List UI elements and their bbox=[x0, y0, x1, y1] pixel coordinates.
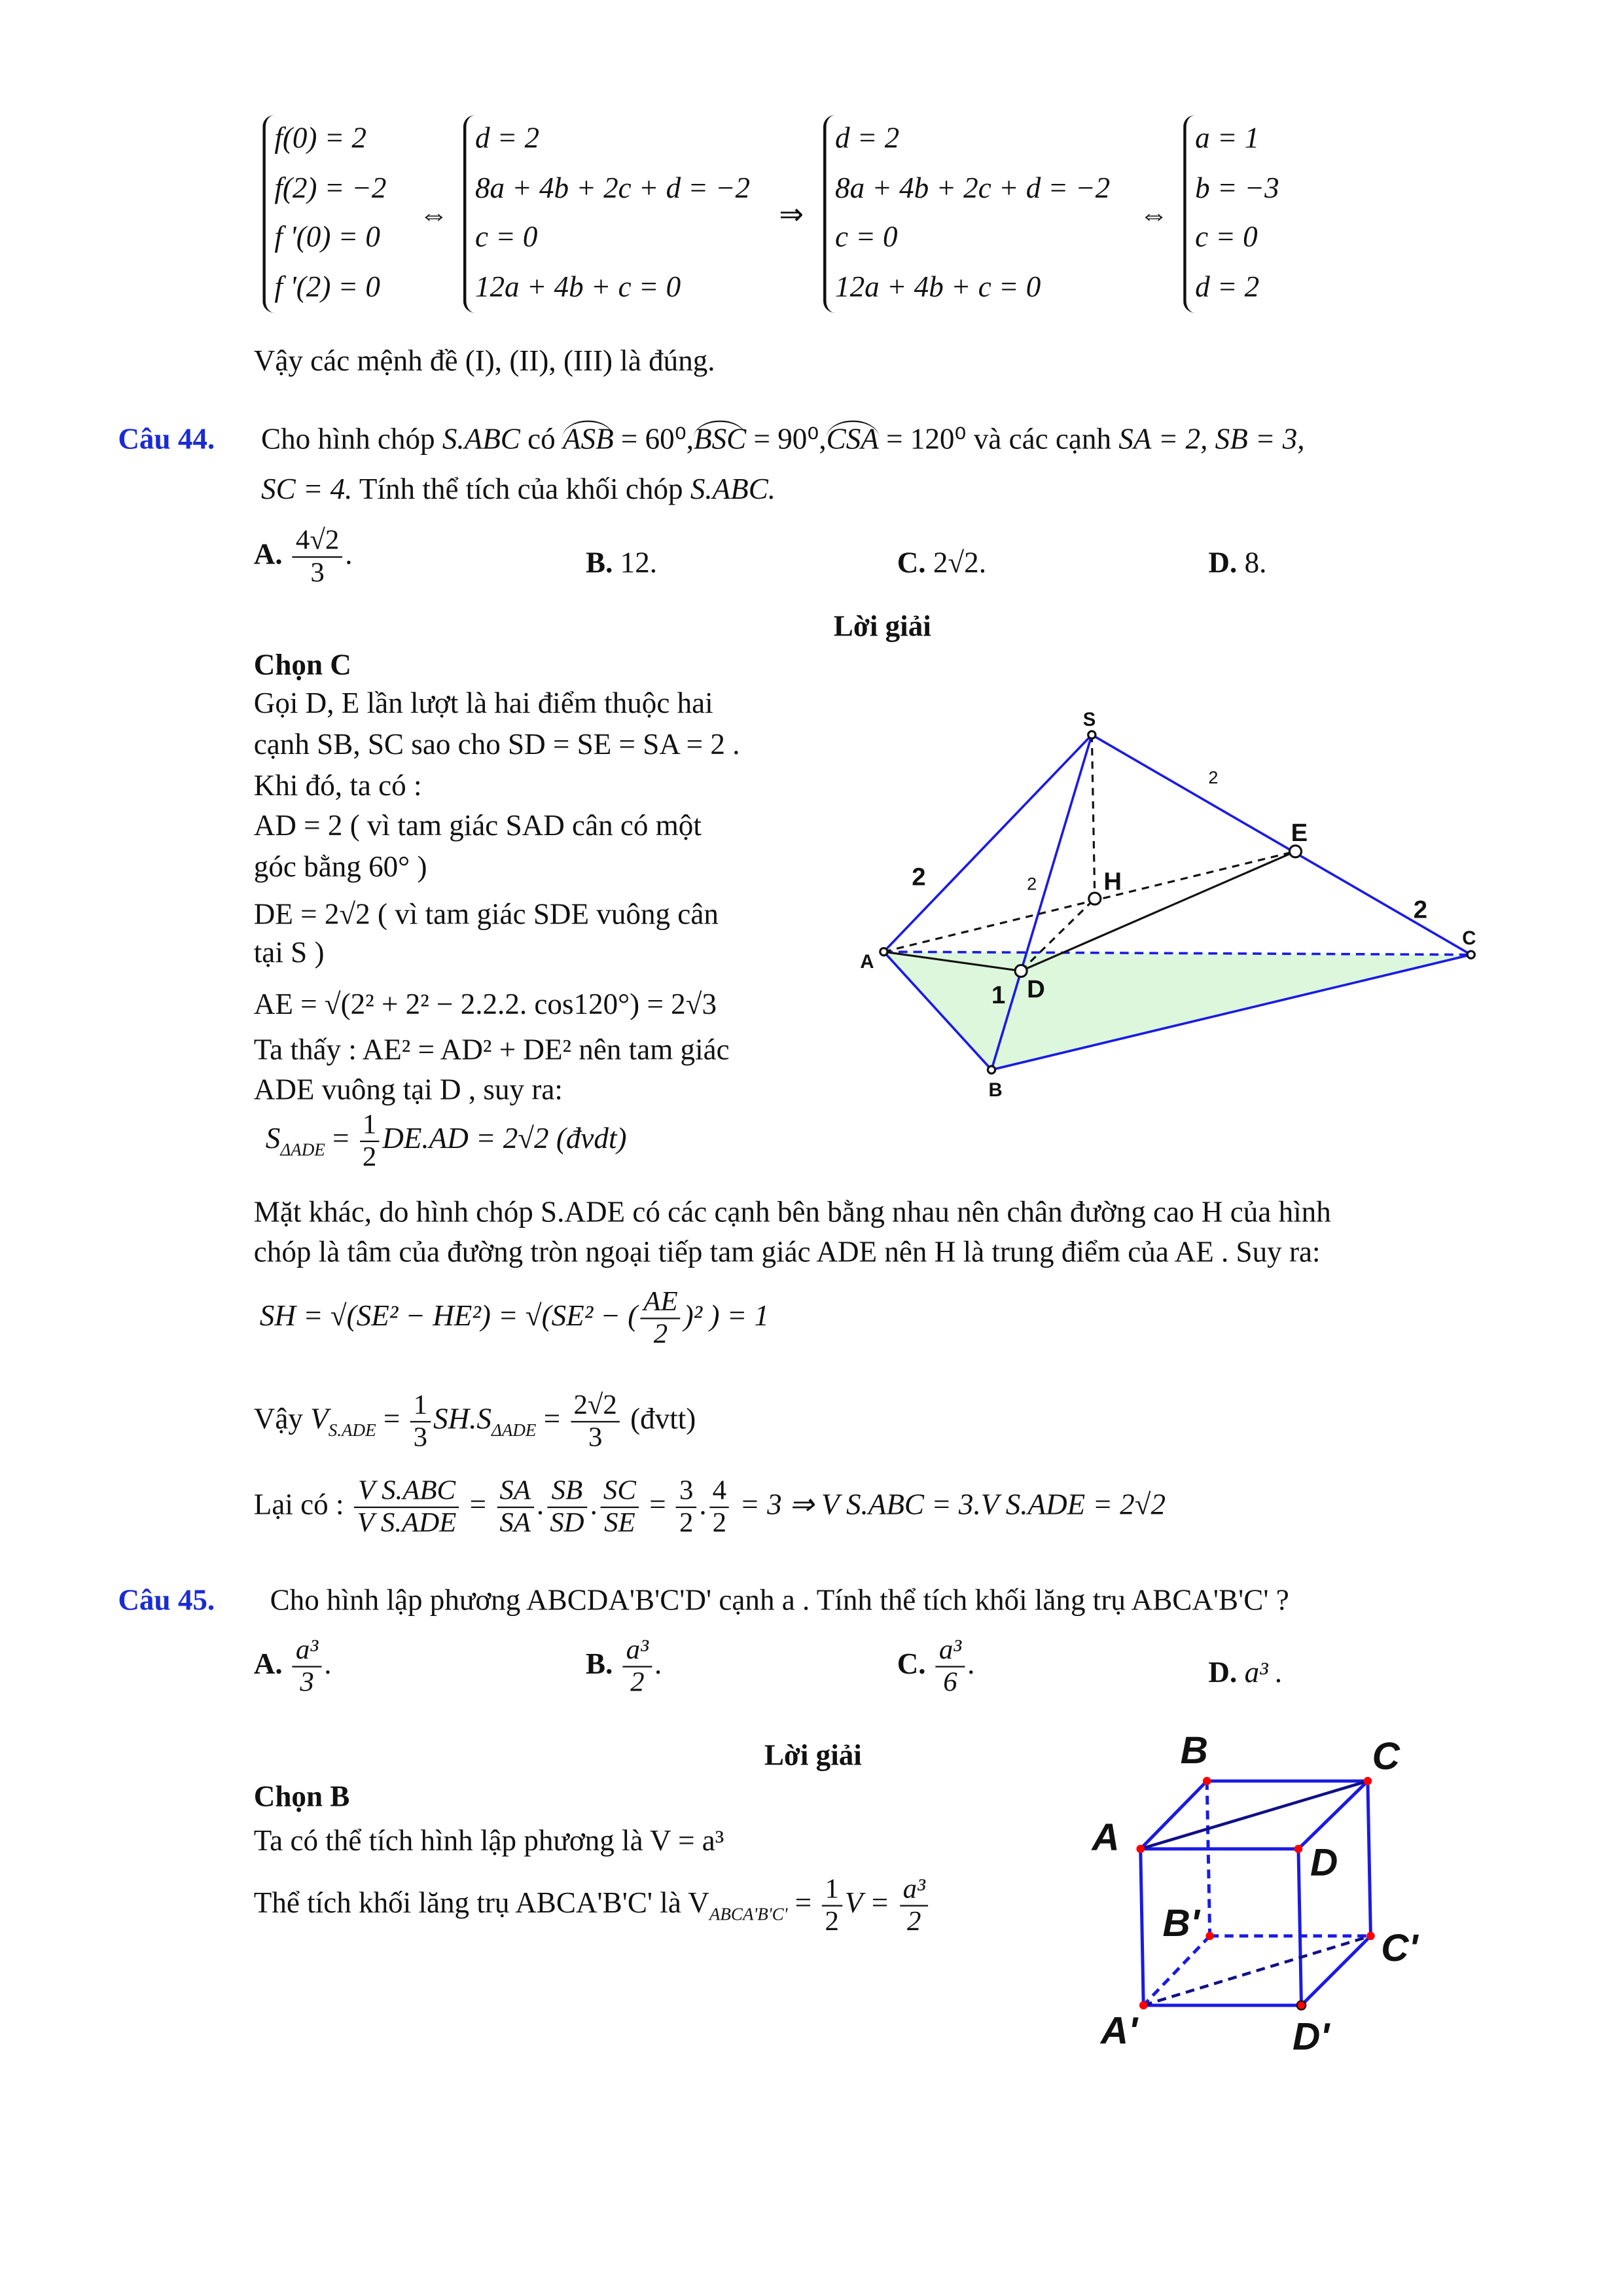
num: 1 bbox=[359, 1109, 379, 1142]
math: SH = bbox=[259, 1300, 330, 1333]
implies-symbol: ⇒ bbox=[779, 199, 804, 232]
vertex-d bbox=[1294, 1845, 1303, 1854]
solution-title: Lời giải bbox=[833, 611, 931, 643]
label-b-prime: B' bbox=[1162, 1901, 1200, 1945]
text: = bbox=[376, 1403, 408, 1436]
math: SA = 2, bbox=[1118, 423, 1208, 456]
math: SH.S bbox=[433, 1403, 491, 1436]
text: Thể tích khối lăng trụ ABCA'B'C' là V bbox=[253, 1887, 709, 1920]
math: S.ABC. bbox=[690, 473, 776, 507]
label-c-prime: C' bbox=[1381, 1927, 1418, 1970]
option-key: A. bbox=[253, 1648, 283, 1681]
ratio-formula: Lại có : $\frac{\text{V S.ABC}}{\text{V S.ADE}}$ = $\frac{SA}{SA}$ . $\frac{SB}{SD}$ . $\frac{SC}{SE}$ = $\frac{3}{2}$ . $\frac{4}{2}$ = 3 ⇒ V S.ABC = 3.V S.ADE = 2√2 bbox=[253, 1475, 1166, 1539]
den: 2 bbox=[825, 1906, 839, 1938]
equiv-symbol: ⇔ bbox=[1139, 199, 1169, 232]
num: AE bbox=[641, 1287, 681, 1319]
vertex-c bbox=[1364, 1777, 1372, 1785]
option-key: B. bbox=[586, 547, 613, 581]
math: = √(SE² − ( bbox=[490, 1300, 638, 1333]
conclusion: Vậy các mệnh đề (I), (II), (III) là đúng. bbox=[253, 345, 715, 378]
option-a[interactable]: A. $\frac{\text{a³}}{3}$ . bbox=[253, 1634, 332, 1698]
text: = bbox=[536, 1403, 568, 1436]
num: SA bbox=[497, 1476, 534, 1509]
eq: c = 0 bbox=[1195, 221, 1258, 254]
den: SD bbox=[550, 1508, 584, 1539]
solution-line: AD = 2 ( vì tam giác SAD cân có một bbox=[253, 810, 702, 843]
eq: d = 2 bbox=[835, 122, 900, 155]
num: a³ bbox=[623, 1635, 651, 1668]
edge-label-bd: 1 bbox=[991, 981, 1006, 1010]
eq: d = 2 bbox=[1195, 270, 1260, 304]
math: S.ABC bbox=[442, 423, 520, 456]
solution-line: Gọi D, E lần lượt là hai điểm thuộc hai bbox=[253, 687, 713, 721]
edge-label-sa: 2 bbox=[912, 863, 926, 891]
option-key: B. bbox=[586, 1648, 613, 1681]
question-label: Câu 45. bbox=[118, 1585, 215, 1617]
eq: f(2) = −2 bbox=[274, 171, 387, 205]
equiv-symbol: ⇔ bbox=[419, 199, 449, 232]
den: V S.ADE bbox=[357, 1508, 457, 1539]
vertex-c1 bbox=[1366, 1932, 1375, 1941]
math: )² ) = 1 bbox=[683, 1300, 769, 1333]
text: . bbox=[345, 539, 353, 571]
solution-line: Khi đó, ta có : bbox=[253, 770, 422, 803]
den: 2 bbox=[907, 1906, 921, 1938]
label-d-prime: D' bbox=[1292, 2015, 1330, 2058]
text: Vậy bbox=[253, 1403, 311, 1436]
eq: 8a + 4b + 2c + d = −2 bbox=[835, 171, 1111, 205]
option-key: A. bbox=[253, 539, 283, 571]
num: SC bbox=[600, 1476, 639, 1509]
math: DE.AD = 2√2 (đvdt) bbox=[382, 1122, 627, 1156]
edge-cc bbox=[1368, 1781, 1371, 1936]
eq: 12a + 4b + c = 0 bbox=[835, 270, 1041, 304]
answer-choice: Chọn B bbox=[253, 1781, 350, 1814]
option-key: D. bbox=[1208, 547, 1238, 581]
vertex-b1 bbox=[1205, 1932, 1214, 1941]
label-b: B bbox=[988, 1079, 1003, 1102]
edge-label-se: 2 bbox=[1208, 768, 1219, 788]
edge-aa bbox=[1141, 1849, 1144, 2005]
label-a: A bbox=[1092, 1816, 1120, 1859]
text: Lại có : bbox=[253, 1489, 351, 1522]
solution-paragraph: chóp là tâm của đường tròn ngoại tiếp tam giác ADE nên H là trung điểm của AE . Suy ra: bbox=[253, 1236, 1321, 1269]
sub: ΔADE bbox=[280, 1139, 325, 1160]
label-a-prime: A' bbox=[1100, 2009, 1138, 2053]
solution-line: DE = 2√2 ( vì tam giác SDE vuông cân bbox=[253, 898, 719, 931]
angle: CSA bbox=[827, 421, 879, 456]
den: 2 bbox=[679, 1508, 694, 1539]
eq: f '(0) = 0 bbox=[274, 221, 380, 254]
label-d: D bbox=[1027, 975, 1045, 1004]
text: có bbox=[527, 423, 556, 456]
num: V S.ABC bbox=[354, 1476, 459, 1509]
eq: c = 0 bbox=[835, 221, 898, 254]
text: và các cạnh bbox=[973, 423, 1112, 456]
vertex-a bbox=[1136, 1845, 1145, 1854]
solution-line: Ta thấy : AE² = AD² + DE² nên tam giác bbox=[253, 1034, 730, 1067]
vertex-d1 bbox=[1297, 2001, 1306, 2010]
answer-choice: Chọn C bbox=[253, 649, 351, 682]
solution-line: góc bằng 60° ) bbox=[253, 851, 427, 884]
option-key: D. bbox=[1208, 1657, 1238, 1690]
num: a³ bbox=[900, 1874, 928, 1907]
option-value: 8. bbox=[1244, 547, 1267, 581]
angle: BSC bbox=[694, 421, 746, 456]
eq: f '(2) = 0 bbox=[274, 270, 380, 304]
text: (đvtt) bbox=[622, 1403, 696, 1436]
option-value: a³ . bbox=[1244, 1657, 1283, 1690]
edge-bb bbox=[1207, 1781, 1210, 1936]
num: SB bbox=[547, 1476, 587, 1509]
math: V = bbox=[844, 1887, 897, 1920]
den: 2 bbox=[653, 1319, 668, 1350]
math: SB = 3, bbox=[1215, 423, 1305, 456]
label-e: E bbox=[1291, 819, 1308, 848]
option-value: 12. bbox=[620, 547, 658, 581]
edge-label-sd: 2 bbox=[1027, 874, 1037, 894]
label-c: C bbox=[1462, 927, 1476, 949]
text: = bbox=[787, 1887, 819, 1920]
solution-line: Ta có thể tích hình lập phương là V = a³ bbox=[253, 1825, 724, 1858]
solution-line: AE = √(2² + 2² − 2.2.2. cos120°) = 2√3 bbox=[253, 988, 717, 1022]
text: = 60⁰, bbox=[613, 423, 694, 456]
sub: ΔADE bbox=[491, 1420, 537, 1441]
eq: b = −3 bbox=[1195, 171, 1279, 205]
solution-title: Lời giải bbox=[764, 1740, 862, 1772]
label-s: S bbox=[1082, 709, 1096, 731]
den: 3 bbox=[413, 1422, 428, 1454]
eq: d = 2 bbox=[474, 122, 540, 155]
eq: a = 1 bbox=[1195, 122, 1260, 155]
num: a³ bbox=[293, 1635, 321, 1668]
angle: ASB bbox=[563, 421, 614, 456]
option-key: C. bbox=[897, 1648, 926, 1681]
math: S bbox=[265, 1122, 281, 1156]
num: 2√2 bbox=[571, 1390, 620, 1423]
den: 2 bbox=[712, 1508, 727, 1539]
edge-d1c1 bbox=[1301, 1936, 1370, 2005]
den: 3 bbox=[588, 1422, 603, 1454]
eq: 8a + 4b + 2c + d = −2 bbox=[474, 171, 751, 205]
math: V bbox=[310, 1403, 329, 1436]
edge-label-ec: 2 bbox=[1413, 895, 1428, 924]
num: 1 bbox=[410, 1390, 430, 1423]
den: SA bbox=[499, 1508, 531, 1539]
option-key: C. bbox=[897, 547, 926, 581]
num: a³ bbox=[936, 1635, 964, 1668]
label-h: H bbox=[1103, 867, 1122, 896]
den: 6 bbox=[943, 1667, 957, 1698]
sub: ABCA'B'C' bbox=[709, 1903, 788, 1925]
num: 1 bbox=[822, 1874, 842, 1907]
text: Tính thể tích của khối chóp bbox=[359, 473, 683, 507]
label-d: D bbox=[1310, 1841, 1338, 1884]
num: 3 bbox=[676, 1476, 696, 1509]
math: = 3 ⇒ V S.ABC = 3.V S.ADE = 2√2 bbox=[732, 1489, 1166, 1522]
solution-line: ADE vuông tại D , suy ra: bbox=[253, 1074, 563, 1107]
vertex-b bbox=[1203, 1777, 1211, 1785]
question-text: Cho hình lập phương ABCDA'B'C'D' cạnh a . Tính thể tích khối lăng trụ ABCA'B'C' ? bbox=[270, 1585, 1289, 1617]
label-a: A bbox=[860, 950, 874, 973]
text: Cho hình chóp bbox=[261, 423, 435, 456]
den: SE bbox=[604, 1508, 635, 1539]
text: = 120⁰ bbox=[878, 423, 967, 456]
text: = bbox=[325, 1122, 357, 1156]
eq: 12a + 4b + c = 0 bbox=[474, 270, 681, 304]
vertex-a1 bbox=[1139, 2001, 1148, 2010]
num: 4√2 bbox=[293, 526, 342, 558]
label-c: C bbox=[1372, 1735, 1400, 1778]
eq: f(0) = 2 bbox=[274, 122, 366, 155]
edge-dd bbox=[1298, 1849, 1302, 2005]
den: 3 bbox=[310, 558, 325, 589]
den: 2 bbox=[362, 1141, 377, 1174]
option-value: 2√2. bbox=[933, 547, 986, 581]
label-b: B bbox=[1180, 1729, 1208, 1772]
text: = 90⁰, bbox=[746, 423, 827, 456]
option-c[interactable]: C. $\frac{\text{a³}}{6}$ . bbox=[897, 1634, 975, 1698]
den: 3 bbox=[300, 1667, 314, 1698]
math: SC = 4. bbox=[261, 473, 353, 507]
solution-line: cạnh SB, SC sao cho SD = SE = SA = 2 . bbox=[253, 728, 740, 762]
question-label: Câu 44. bbox=[118, 423, 215, 456]
num: 4 bbox=[709, 1476, 729, 1509]
den: 2 bbox=[630, 1667, 645, 1698]
option-b[interactable]: B. $\frac{\text{a³}}{2}$ . bbox=[586, 1634, 662, 1698]
solution-paragraph: Mặt khác, do hình chóp S.ADE có các cạnh bên bằng nhau nên chân đường cao H của hình bbox=[253, 1196, 1331, 1229]
eq: c = 0 bbox=[474, 221, 538, 254]
math: √(SE² − HE²) bbox=[330, 1300, 491, 1333]
sub: S.ADE bbox=[328, 1420, 376, 1441]
solution-line: tại S ) bbox=[253, 937, 325, 970]
